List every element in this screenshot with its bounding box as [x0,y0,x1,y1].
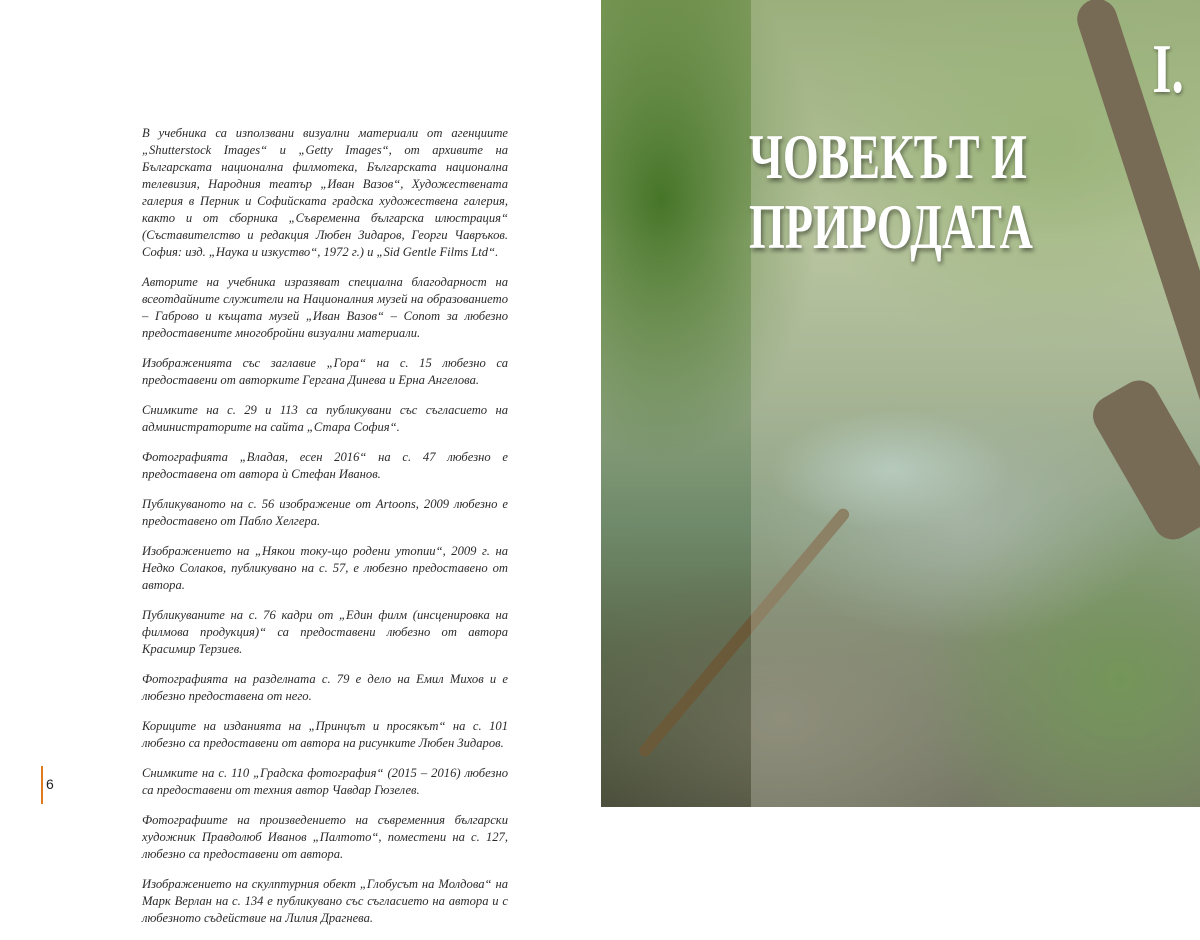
page-number: 6 [46,776,54,792]
credits-paragraph: Авторите на учебника изразяват специална благодарност на всеотдайните служители на Националния музей на образованието – Габрово и къщата музей „Иван Вазов“ – Сопот за любезно предоставените многобройни визуални материали. [142,275,508,340]
credits-paragraph: Снимките на с. 110 „Градска фотография“ (2015 – 2016) любезно са предоставени от техния автор Чавдар Гюзелев. [142,766,508,797]
page-number-rule [41,766,43,804]
credits-paragraph: Снимките на с. 29 и 113 са публикувани със съгласието на администраторите на сайта „Стара София“. [142,403,508,434]
chapter-title [749,122,1033,262]
credits-paragraph: Фотографията „Владая, есен 2016“ на с. 47 любезно е предоставена от автора ѝ Стефан Иванов. [142,450,508,481]
credits-paragraph: Фотографията на разделната с. 79 е дело на Емил Михов и е любезно предоставена от него. [142,672,508,703]
credits-paragraph: Изображенията със заглавие „Гора“ на с. 15 любезно са предоставени от авторките Гергана Динева и Ерна Ангелова. [142,356,508,387]
credits-paragraph: Кориците на изданията на „Принцът и просякът“ на с. 101 любезно са предоставени от автора на рисунките Любен Зидаров. [142,719,508,750]
credits-paragraph: Публикуваното на с. 56 изображение от Artoons, 2009 любезно е предоставено от Пабло Хелгера. [142,497,508,528]
credits-paragraph: Изображението на „Някои току-що родени утопии“, 2009 г. на Недко Солаков, публикувано на с. 57, е любезно предоставено от автора. [142,544,508,592]
credits-paragraph: Публикуваните на с. 76 кадри от „Един филм (инсценировка на филмова продукция)“ са предоставени любезно от автора Красимир Терзиев. [142,608,508,656]
chapter-opener-photo [601,0,1200,807]
chapter-title-line: ЧОВЕКЪТ И [749,121,1027,192]
left-page [0,0,601,925]
chapter-title-line: ПРИРОДАТА [749,191,1033,262]
chapter-number: I. [1152,31,1184,108]
credits-paragraph: Фотографиите на произведението на съвременния български художник Правдолюб Иванов „Палтото“, поместени на с. 127, любезно са предоставени от автора. [142,813,508,861]
credits-text [142,125,508,940]
credits-paragraph: В учебника са използвани визуални материали от агенциите „Shutterstock Images“ и „Getty Images“, от архивите на Българската национална филмотека, Българската национална телевизия, Народния театър „Иван Вазов“, Художествената галерия в Перник и Софийската градска художествена галерия, както и от сборника „Съвременна българска илюстрация“ (Съставителство и редакция Любен Зидаров, Георги Чавръков. София: изд. „Наука и изкуство“, 1972 г.) и „Sid Gentle Films Ltd“. [142,126,508,259]
credits-paragraph: Изображението на скулптурния обект „Глобусът на Молдова“ на Марк Верлан на с. 134 е публикувано със съгласието на автора и с любезното съдействие на Лилия Драгнева. [142,877,508,925]
